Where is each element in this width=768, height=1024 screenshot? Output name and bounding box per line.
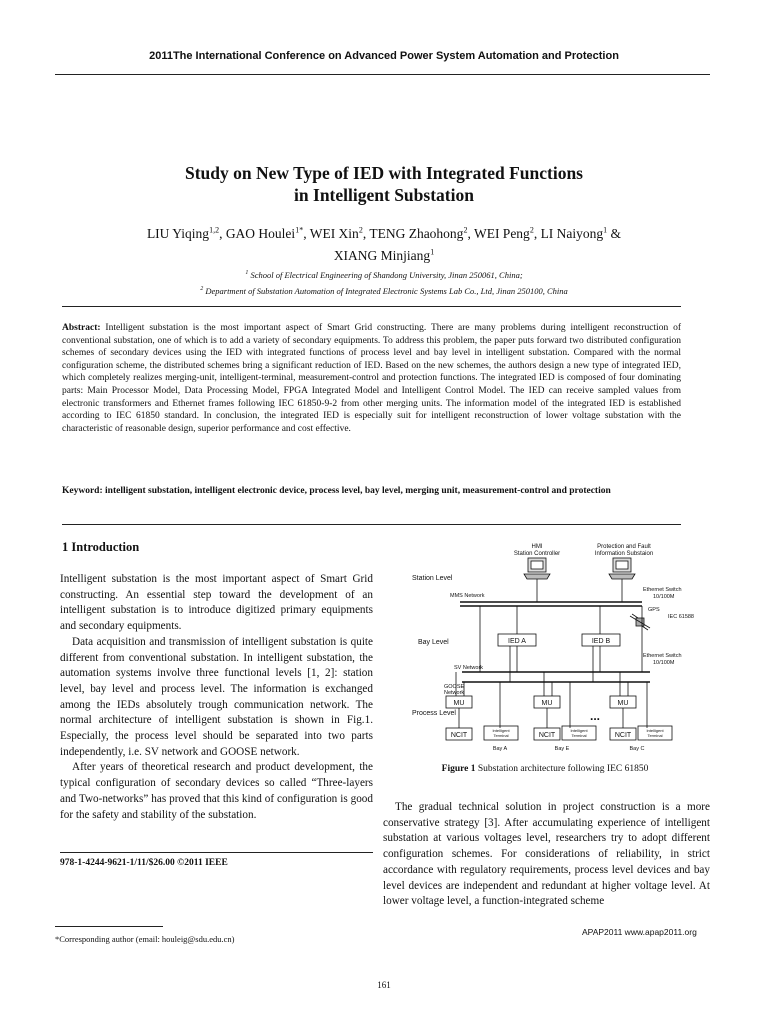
paragraph: Data acquisition and transmission of intelligent substation is quite different from conventional substation. In intelligent substation, the automation systems involve three functional levels [1, 2]: station level, bay level and process level. The information is exchanged among the IEDs absolutely trough communication network. The normal architecture of intelligent substation is shown in Fig.1. Especially, the process level should be separated into two parts independently, i.e. SV network and GOOSE network. (60, 635, 373, 758)
hmi-computer-icon (524, 558, 550, 579)
author: LI Naiyong$^1$ & (540, 225, 622, 241)
label-pfi-1: Protection and Fault (597, 544, 651, 550)
label-sv-network: SV Network (454, 665, 484, 671)
abstract-label: Abstract: (62, 323, 101, 333)
label-bay-e: Bay E (554, 746, 570, 752)
author: XIANG Minjiang$^1$ (333, 247, 435, 263)
paragraph: Intelligent substation is the most important aspect of Smart Grid constructing. An essential step toward the development of an intelligent substation is to introduce digitized primary equipments and secondary equipments. (60, 573, 373, 633)
author: GAO Houlei$^{1*}$, (225, 225, 310, 241)
label-ied-a: IED A (508, 638, 526, 645)
gps-satellite-icon (630, 614, 650, 630)
label-it-3b: Terminal (647, 733, 663, 738)
affiliation-1: $^1$ School of Electrical Engineering of Shandong University, Jinan 250061, China; (245, 269, 523, 280)
label-ncit-2: NCIT (538, 732, 556, 739)
author: TENG Zhaohong$^2$, (369, 225, 474, 241)
affiliations (0, 266, 768, 298)
label-ncit-3: NCIT (614, 732, 632, 739)
isbn-copyright: 978-1-4244-9621-1/11/$26.00 ©2011 IEEE (60, 858, 228, 868)
footer-conference: APAP2011 www.apap2011.org (582, 927, 697, 937)
keyword-label: Keyword: (62, 486, 103, 496)
label-mms-network: MMS Network (450, 593, 485, 599)
abstract-top-rule (62, 306, 681, 307)
label-ellipsis: ... (590, 709, 601, 723)
label-process-level: Process Level (412, 710, 456, 717)
keyword-text: intelligent substation, intelligent electronic device, process level, bay level, merging unit, measurement-control and protection (105, 486, 611, 496)
label-eth-speed-2: 10/100M (653, 660, 675, 666)
label-ied-b: IED B (591, 638, 611, 645)
conference-header: 2011The International Conference on Advanced Power System Automation and Protection (149, 50, 619, 62)
label-station-level: Station Level (412, 575, 453, 582)
label-iec61588: IEC 61588 (668, 614, 694, 620)
paragraph: After years of theoretical research and product development, the typical configuration of secondary devices so called “Three-layers and Two-networks” has proved that this kind of configuration is good for the safety and stability of the substation. (60, 761, 373, 821)
page-number: 161 (377, 980, 391, 990)
label-bay-a: Bay A (492, 746, 508, 752)
isbn-rule (60, 852, 373, 853)
keywords (62, 485, 681, 498)
footnote-rule (55, 926, 163, 927)
corresponding-author: *Corresponding author (email: houleig@sdu.edu.cn) (55, 934, 235, 944)
abstract-bottom-rule (62, 524, 681, 525)
label-goose-2: Network (444, 690, 465, 696)
label-hmi: HMI (531, 544, 543, 550)
label-mu-1: MU (453, 700, 465, 707)
header-rule (55, 74, 710, 75)
figure-substation-architecture (410, 540, 710, 755)
label-it-1a: Intelligent (492, 728, 510, 733)
right-column (383, 800, 710, 910)
label-eth-switch-1: Ethernet Switch (643, 587, 682, 593)
label-it-2a: Intelligent (570, 728, 588, 733)
paragraph: The gradual technical solution in project construction is a more conservative strategy [3]. After accumulating experience of intelligent substation at various voltages level, researchers try to adopt different configuration schemes. For considerations of reliability, in strict accordance with regulatory requirements, process level devices and bay level devices are independent and redundant at higher voltage level. At lower voltage level, a function-integrated scheme (383, 801, 710, 908)
figure-caption-text: Substation architecture following IEC 61850 (477, 764, 649, 774)
label-goose-1: GOOSE (444, 684, 465, 690)
label-bay-c: Bay C (629, 746, 645, 752)
affiliation-2: $^2$ Department of Substation Automation of Integrated Electronic Systems Lab Co., Ltd, Jinan 250100, China (200, 285, 568, 296)
paper-title (0, 162, 768, 206)
figure-caption (380, 764, 710, 774)
label-eth-switch-2: Ethernet Switch (643, 653, 682, 659)
label-mu-2: MU (541, 700, 553, 707)
left-column (60, 572, 373, 823)
label-it-2b: Terminal (571, 733, 587, 738)
label-station-controller: Station Controller (513, 551, 561, 557)
fault-info-computer-icon (609, 558, 635, 579)
figure-label: Figure 1 (441, 764, 476, 774)
label-it-3a: Intelligent (646, 728, 664, 733)
author: WEI Xin$^2$, (309, 225, 370, 241)
label-ncit-1: NCIT (450, 732, 468, 739)
abstract-text: Intelligent substation is the most important aspect of Smart Grid constructing. There are many problems during intelligent reconstruction of conventional substation, one of which is to add a variety of secondary equipments. To address this problem, the paper puts forward two distributed configuration schemes of secondary devices using the IED with integrated functions of process level and bay level in intelligent substation. Compared with the normal configuration scheme, the distributed schemes bring a significant reduction of IED. Based on the new schemes, the authors design a new type of integrated IED, which completely realizes merging-unit, intelligent-terminal, measurement-control and protection functions. The integrated IED is composed of four dominating parts: Main Processor Model, Data Processing Model, FPGA Integrated Model and Intelligent Control Model. The IED can receive sampled values from electronic transformers and Ethernet frames following IEC 61850-9-2 from other merging units. The information model of the integrated IED is established according to IEC 61850 standard. In conclusion, the integrated IED is especially suit for intelligent reconstruction of lower voltage substation with the characteristic of reasonable design, superior performance and cost effective. (62, 323, 681, 434)
label-pfi-2: Information Substaion (594, 551, 654, 557)
title-line-1: Study on New Type of IED with Integrated Functions (184, 163, 583, 183)
label-bay-level: Bay Level (418, 639, 449, 646)
label-mu-3: MU (617, 700, 629, 707)
abstract (62, 322, 681, 435)
title-line-2: in Intelligent Substation (294, 185, 474, 205)
author: LIU Yiqing$^{1,2}$, (146, 225, 226, 241)
label-gps: GPS (648, 607, 660, 613)
label-it-1b: Terminal (493, 733, 509, 738)
label-eth-speed-1: 10/100M (653, 594, 675, 600)
author: WEI Peng$^2$, (473, 225, 541, 241)
authors (0, 220, 768, 265)
section-heading-introduction: 1 Introduction (62, 540, 140, 554)
